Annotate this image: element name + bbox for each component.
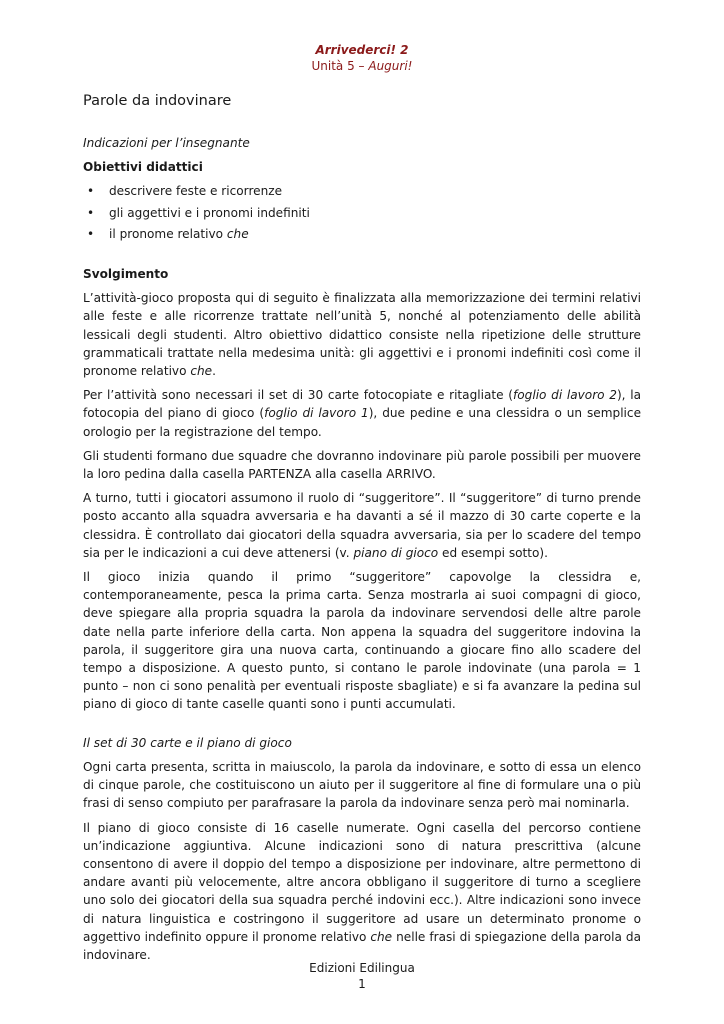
objectives-list xyxy=(83,182,641,243)
paragraph-text: A turno, tutti i giocatori assumono il ruolo di “suggeritore”. Il “suggeritore” di turno prende posto accanto alla squadra avversaria e ha davanti a sé il mazzo di 30 carte coperte e la clessidra. È controllato dai giocatori della squadra avversaria, sia per lo scadere del tempo sia per le indicazioni a cui deve attenersi (v. xyxy=(83,491,641,560)
paragraph xyxy=(83,289,641,380)
unit-prefix: Unità 5 – xyxy=(311,59,369,73)
paragraph xyxy=(83,489,641,562)
paragraph-text: nelle frasi di spiegazione della parola da indovinare. xyxy=(83,929,641,962)
paragraph: Il gioco inizia quando il primo “suggeritore” capovolge la clessidra e, contemporaneamente, pesca la prima carta. Senza mostrarla ai suoi compagni di gioco, deve spiegare alla propria squadra la parola da indovinare servendosi delle altre parole date nella parte inferiore della carta. Non appena la squadra del suggeritore indovina la parola, il suggeritore gira una nuova carta, continuando a giocare fino allo scadere del tempo a disposizione. A questo punto, si contano le parole indovinate (una parola = 1 punto – non ci sono penalità per eventuali risposte sbagliate) e si fa avanzare la pedina sul piano di gioco di tante caselle quanti sono i punti accumulati. xyxy=(83,570,641,712)
page-number: 1 xyxy=(358,977,366,991)
paragraph-emphasis: che xyxy=(370,929,393,944)
paragraph: Gli studenti formano due squadre che dovranno indovinare più parole possibili per muovere la loro pedina dalla casella PARTENZA alla casella ARRIVO. xyxy=(83,448,641,482)
list-item-text: il pronome relativo xyxy=(109,226,227,241)
publisher-name: Edizioni Edilingua xyxy=(309,961,415,975)
paragraph-emphasis: che xyxy=(190,364,213,379)
paragraph xyxy=(83,386,641,441)
paragraph-emphasis: foglio di lavoro 1 xyxy=(264,406,369,421)
paragraph-emphasis: foglio di lavoro 2 xyxy=(513,388,617,403)
running-header xyxy=(0,42,724,74)
objectives-heading: Obiettivi didattici xyxy=(83,160,203,175)
paragraph-text: ), due pedine e una clessidra o un semplice orologio per la registrazione del tempo. xyxy=(83,406,642,439)
main-content xyxy=(83,92,641,970)
paragraph-text: ), la fotocopia del piano di gioco ( xyxy=(83,388,641,421)
paragraph-text: L’attività-gioco proposta qui di seguito è finalizzata alla memorizzazione dei termini relativi alle feste e alle ricorrenze trattate nell’unità 5, nonché al potenziamento delle abilità lessicali degli studenti. Altro obiettivo didattico consiste nella ripetizione delle strutture grammaticali trattate nella medesima unità: gli aggettivi e i pronomi indefiniti così come il pronome relativo xyxy=(83,291,641,379)
list-item-emphasis: che xyxy=(226,226,249,241)
unit-line xyxy=(0,58,724,74)
paragraph: Ogni carta presenta, scritta in maiuscolo, la parola da indovinare, e sotto di essa un elenco di cinque parole, che costituiscono un aiuto per il suggeritore al fine di formulare una o più frasi di senso compiuto per parafrasare la parola da indovinare senza però mai nominarla. xyxy=(83,759,641,811)
paragraph-text: Per l’attività sono necessari il set di 30 carte fotocopiate e ritagliate ( xyxy=(83,388,513,403)
paragraph-text: . xyxy=(212,364,216,379)
list-item: • gli aggettivi e i pronomi indefiniti xyxy=(83,204,641,222)
paragraph-text: ed esempi sotto). xyxy=(438,545,548,560)
paragraph-emphasis: piano di gioco xyxy=(353,545,439,560)
unit-title: Auguri! xyxy=(368,59,413,73)
section-gap xyxy=(83,720,641,734)
set-section-heading: Il set di 30 carte e il piano di gioco xyxy=(83,735,292,750)
paragraph xyxy=(83,819,641,965)
list-item: • descrivere feste e ricorrenze xyxy=(83,182,641,200)
list-item xyxy=(83,225,641,243)
page-footer xyxy=(0,960,724,992)
page-title: Parole da indovinare xyxy=(83,93,232,109)
svolgimento-heading: Svolgimento xyxy=(83,267,169,282)
teacher-notes-subtitle: Indicazioni per l’insegnante xyxy=(83,136,250,150)
paragraph-text: Il piano di gioco consiste di 16 caselle numerate. Ogni casella del percorso contiene un’indicazione aggiuntiva. Alcune indicazioni sono di natura prescrittiva (alcune consentono di avere il doppio del tempo a disposizione per indovinare, altre permettono di andare avanti più velocemente, altre ancora obbligano il suggeritore di turno a scegliere uno solo dei giocatori della sua squadra perché indovini ecc.). Altre indicazioni sono invece di natura linguistica e costringono il suggeritore ad usare un determinato pronome o aggettivo indefinito oppure il pronome relativo xyxy=(83,820,641,944)
book-title: Arrivederci! 2 xyxy=(315,43,409,57)
